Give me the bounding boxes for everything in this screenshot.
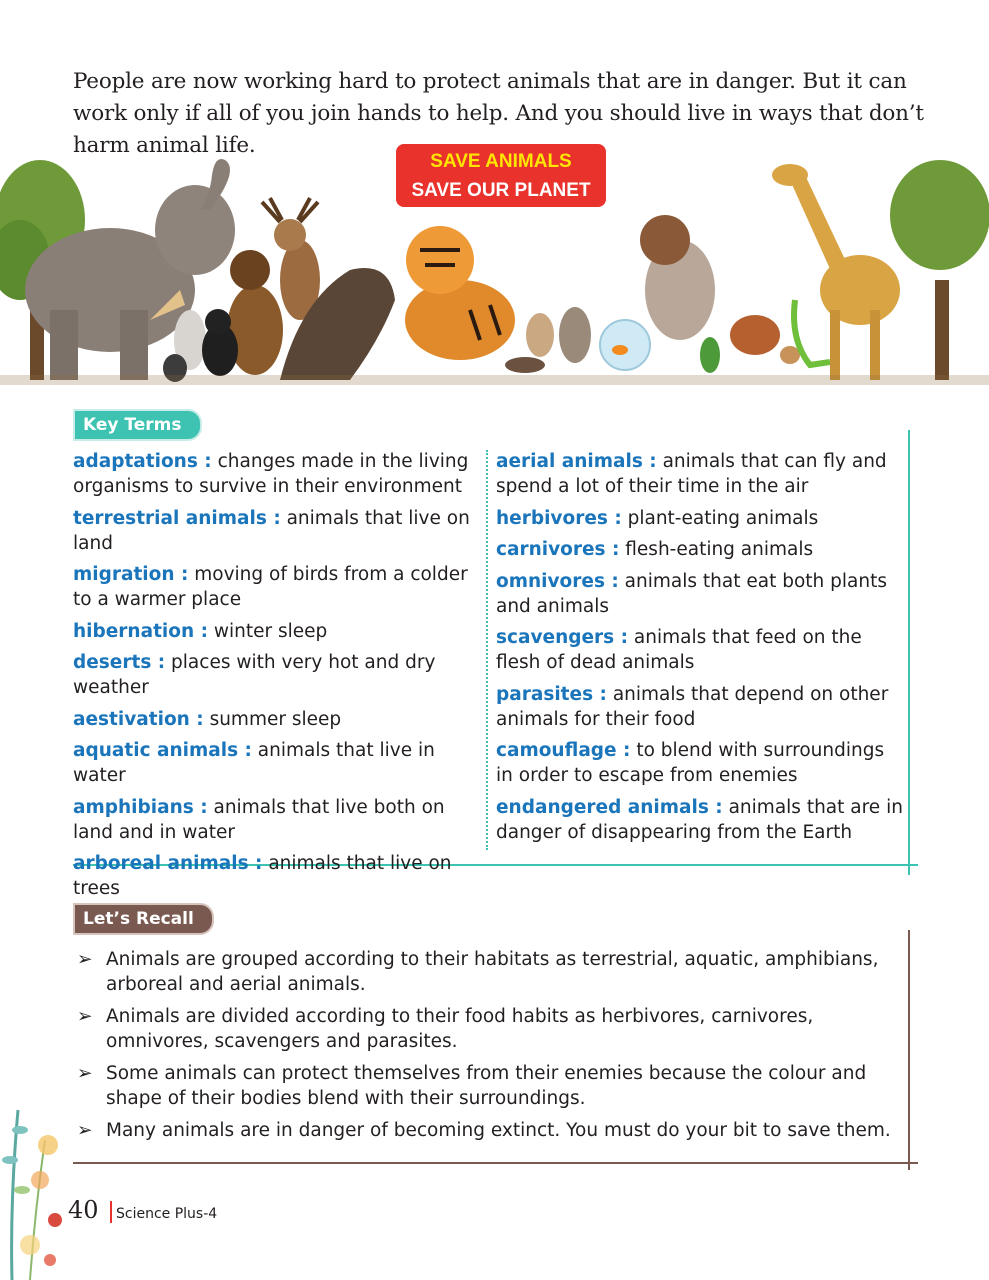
- floral-decoration-icon: [0, 1100, 70, 1280]
- arrow-bullet-icon: ➢: [77, 1006, 93, 1027]
- key-term-item: hibernation : winter sleep: [73, 620, 328, 642]
- key-term-item: herbivores : plant-eating animals: [496, 507, 819, 529]
- key-term-item: deserts : places with very hot and dry weather: [73, 652, 436, 698]
- key-term-item: camouflage : to blend with surroundings in order to escape from enemies: [496, 740, 885, 786]
- arrow-bullet-icon: ➢: [77, 1063, 93, 1084]
- dog-icon: [640, 215, 715, 340]
- key-terms-heading: Key Terms: [73, 409, 202, 441]
- intro-paragraph: People are now working hard to protect animals that are in danger. But it can work only if all of you join hands to help. And you should live in ways that don’t harm animal life.: [73, 69, 924, 158]
- hamster-icon: [780, 346, 800, 364]
- recall-item: ➢ Animals are grouped according to their habitats as terrestrial, aquatic, amphibians, arboreal and aerial animals.: [77, 949, 879, 995]
- key-term-item: terrestrial animals : animals that live on land: [73, 507, 470, 554]
- key-term-item: migration : moving of birds from a colder to a warmer place: [73, 564, 468, 610]
- arrow-bullet-icon: ➢: [77, 949, 93, 970]
- key-term-item: arboreal animals : animals that live on trees: [73, 853, 452, 899]
- key-term-item: omnivores : animals that eat both plants and animals: [496, 570, 887, 617]
- tree-icon: [890, 160, 989, 380]
- key-term-item: adaptations : changes made in the living organisms to survive in their environment: [73, 451, 469, 497]
- goldfish-bowl-icon: [600, 320, 650, 370]
- key-terms-right-column: [496, 449, 906, 851]
- key-term-item: carnivores : flesh-eating animals: [496, 539, 814, 560]
- cat-icon: [559, 307, 591, 363]
- key-terms-left-column: [73, 449, 483, 908]
- puppy-icon: [730, 315, 780, 355]
- save-animals-badge: [396, 144, 606, 207]
- key-terms-right-border: [908, 430, 910, 875]
- key-term-item: parasites : animals that depend on other animals for their food: [496, 683, 889, 730]
- lets-recall-heading: Let’s Recall: [73, 903, 214, 935]
- key-term-item: aerial animals : animals that can fly and spend a lot of their time in the air: [496, 451, 887, 497]
- recall-item: ➢ Animals are divided according to their food habits as herbivores, carnivores, omnivores, scavengers and parasites.: [77, 1006, 814, 1052]
- key-term-item: aquatic animals : animals that live in water: [73, 740, 435, 786]
- ferret-icon: [505, 357, 545, 373]
- tiger-icon: [405, 226, 515, 360]
- badge-line-2: SAVE OUR PLANET: [411, 180, 591, 201]
- key-terms-column-divider: [486, 450, 488, 850]
- recall-item: ➢ Many animals are in danger of becoming extinct. You must do your bit to save them.: [77, 1120, 891, 1141]
- key-term-item: endangered animals : animals that are in danger of disappearing from the Earth: [496, 796, 903, 843]
- recall-item: ➢ Some animals can protect themselves from their enemies because the colour and shape of their bodies blend with their surroundings.: [77, 1063, 867, 1109]
- parrot-icon: [700, 337, 720, 373]
- recall-bottom-border: [73, 1162, 918, 1164]
- footer-divider: [110, 1201, 112, 1223]
- arrow-bullet-icon: ➢: [77, 1120, 93, 1141]
- recall-list: [73, 947, 913, 1150]
- key-term-item: aestivation : summer sleep: [73, 708, 342, 730]
- page-number: 40: [68, 1196, 99, 1224]
- key-term-item: scavengers : animals that feed on the flesh of dead animals: [496, 627, 862, 673]
- badge-line-1: SAVE ANIMALS: [430, 151, 572, 172]
- rabbit-icon: [526, 313, 554, 357]
- book-title: Science Plus-4: [116, 1206, 218, 1222]
- key-term-item: amphibians : animals that live both on land and in water: [73, 796, 445, 843]
